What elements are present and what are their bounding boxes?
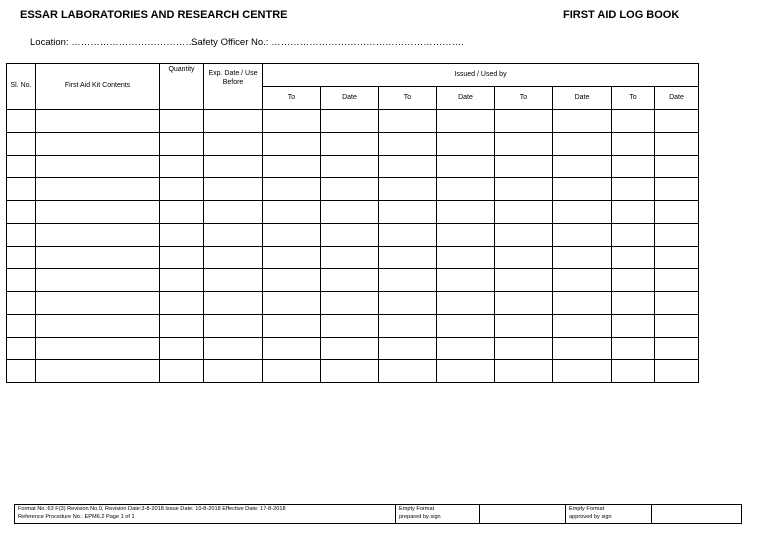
approved-by-sign-cell[interactable] (652, 505, 742, 524)
footer-format-info (15, 505, 396, 524)
log-row (7, 132, 699, 155)
log-cell[interactable] (495, 337, 553, 360)
log-cell[interactable] (7, 178, 36, 201)
log-row (7, 314, 699, 337)
log-cell[interactable] (437, 178, 495, 201)
log-cell[interactable] (437, 246, 495, 269)
log-table-body (7, 110, 699, 383)
log-cell[interactable] (7, 314, 36, 337)
log-cell[interactable] (379, 337, 437, 360)
log-cell[interactable] (36, 132, 160, 155)
log-cell[interactable] (321, 178, 379, 201)
log-cell[interactable] (36, 155, 160, 178)
subheader-to: To (379, 87, 437, 110)
log-cell[interactable] (204, 246, 263, 269)
header-issued-used-by: Issued / Used by (263, 64, 699, 87)
log-row (7, 337, 699, 360)
prepared-by-label (396, 505, 480, 524)
log-cell[interactable] (321, 110, 379, 133)
log-cell[interactable] (321, 201, 379, 224)
log-cell[interactable] (7, 269, 36, 292)
log-cell[interactable] (204, 223, 263, 246)
log-cell[interactable] (379, 178, 437, 201)
log-cell[interactable] (437, 201, 495, 224)
log-row (7, 110, 699, 133)
log-cell[interactable] (204, 155, 263, 178)
log-cell[interactable] (612, 132, 655, 155)
log-cell[interactable] (379, 223, 437, 246)
log-cell[interactable] (612, 246, 655, 269)
log-cell[interactable] (7, 223, 36, 246)
log-cell[interactable] (495, 246, 553, 269)
log-cell[interactable] (553, 292, 612, 315)
log-cell[interactable] (553, 337, 612, 360)
header-exp-date: Exp. Date / Use Before (204, 64, 263, 110)
log-cell[interactable] (655, 246, 699, 269)
log-row (7, 178, 699, 201)
log-cell[interactable] (36, 360, 160, 383)
log-cell[interactable] (160, 246, 204, 269)
log-cell[interactable] (553, 155, 612, 178)
log-cell[interactable] (553, 223, 612, 246)
footer-table (14, 504, 742, 524)
log-cell[interactable] (612, 201, 655, 224)
log-cell[interactable] (495, 132, 553, 155)
log-cell[interactable] (612, 292, 655, 315)
log-cell[interactable] (36, 337, 160, 360)
log-cell[interactable] (379, 246, 437, 269)
log-cell[interactable] (160, 292, 204, 315)
log-cell[interactable] (36, 314, 160, 337)
log-row (7, 292, 699, 315)
log-cell[interactable] (495, 110, 553, 133)
log-cell[interactable] (263, 201, 321, 224)
log-cell[interactable] (204, 201, 263, 224)
log-cell[interactable] (7, 155, 36, 178)
subheader-to: To (495, 87, 553, 110)
log-cell[interactable] (7, 110, 36, 133)
log-cell[interactable] (204, 178, 263, 201)
log-cell[interactable] (612, 269, 655, 292)
log-cell[interactable] (160, 314, 204, 337)
log-cell[interactable] (495, 223, 553, 246)
log-cell[interactable] (7, 246, 36, 269)
log-cell[interactable] (655, 132, 699, 155)
log-cell[interactable] (553, 178, 612, 201)
organization-name: ESSAR LABORATORIES AND RESEARCH CENTRE (20, 9, 288, 21)
log-cell[interactable] (263, 360, 321, 383)
approved-by-label (566, 505, 652, 524)
log-cell[interactable] (7, 337, 36, 360)
log-cell[interactable] (437, 132, 495, 155)
prepared-by-sign-cell[interactable] (480, 505, 566, 524)
log-cell[interactable] (160, 360, 204, 383)
log-row (7, 201, 699, 224)
location-field: Location: …………………………………. (30, 37, 198, 48)
log-cell[interactable] (437, 223, 495, 246)
log-cell[interactable] (437, 360, 495, 383)
first-aid-log-table (6, 63, 699, 383)
log-cell[interactable] (321, 314, 379, 337)
log-cell[interactable] (379, 360, 437, 383)
log-cell[interactable] (655, 178, 699, 201)
log-cell[interactable] (612, 178, 655, 201)
reference-line: Reference Procedure No.: EPM6.2 Page 1 of 1 (18, 513, 135, 520)
log-cell[interactable] (36, 223, 160, 246)
log-cell[interactable] (655, 201, 699, 224)
log-cell[interactable] (160, 269, 204, 292)
log-cell[interactable] (655, 110, 699, 133)
log-cell[interactable] (379, 314, 437, 337)
log-cell[interactable] (160, 201, 204, 224)
log-cell[interactable] (553, 314, 612, 337)
log-cell[interactable] (321, 246, 379, 269)
log-row (7, 246, 699, 269)
log-cell[interactable] (437, 314, 495, 337)
subheader-date: Date (321, 87, 379, 110)
log-cell[interactable] (553, 360, 612, 383)
log-cell[interactable] (655, 292, 699, 315)
log-cell[interactable] (379, 132, 437, 155)
log-cell[interactable] (655, 360, 699, 383)
log-cell[interactable] (160, 223, 204, 246)
log-cell[interactable] (263, 178, 321, 201)
log-cell[interactable] (553, 132, 612, 155)
log-cell[interactable] (263, 110, 321, 133)
log-cell[interactable] (160, 110, 204, 133)
log-cell[interactable] (160, 155, 204, 178)
log-cell[interactable] (553, 201, 612, 224)
log-cell[interactable] (36, 201, 160, 224)
header-kit-contents: First Aid Kit Contents (36, 64, 160, 110)
log-cell[interactable] (655, 337, 699, 360)
log-cell[interactable] (263, 269, 321, 292)
subheader-to: To (612, 87, 655, 110)
log-cell[interactable] (36, 178, 160, 201)
log-cell[interactable] (612, 314, 655, 337)
log-cell[interactable] (160, 337, 204, 360)
log-cell[interactable] (263, 132, 321, 155)
subheader-date: Date (437, 87, 495, 110)
log-cell[interactable] (36, 110, 160, 133)
log-cell[interactable] (612, 337, 655, 360)
log-cell[interactable] (612, 155, 655, 178)
log-cell[interactable] (204, 269, 263, 292)
log-cell[interactable] (437, 269, 495, 292)
log-cell[interactable] (655, 155, 699, 178)
safety-officer-field: Safety Officer No.: ……………………………………………………. (191, 37, 464, 48)
log-cell[interactable] (263, 292, 321, 315)
log-cell[interactable] (321, 337, 379, 360)
log-cell[interactable] (553, 246, 612, 269)
log-cell[interactable] (655, 223, 699, 246)
log-cell[interactable] (36, 269, 160, 292)
log-cell[interactable] (263, 314, 321, 337)
log-cell[interactable] (160, 132, 204, 155)
log-cell[interactable] (437, 292, 495, 315)
log-cell[interactable] (36, 246, 160, 269)
prepared-line-1: Empty Format (399, 506, 435, 512)
log-cell[interactable] (204, 292, 263, 315)
header-sl-no: Sl. No. (7, 64, 36, 110)
log-cell[interactable] (437, 110, 495, 133)
log-cell[interactable] (321, 223, 379, 246)
log-cell[interactable] (263, 337, 321, 360)
log-cell[interactable] (321, 269, 379, 292)
log-cell[interactable] (204, 314, 263, 337)
log-cell[interactable] (495, 314, 553, 337)
subheader-date: Date (655, 87, 699, 110)
log-cell[interactable] (553, 110, 612, 133)
log-cell[interactable] (204, 132, 263, 155)
log-cell[interactable] (36, 292, 160, 315)
log-cell[interactable] (437, 155, 495, 178)
log-cell[interactable] (655, 269, 699, 292)
log-cell[interactable] (612, 223, 655, 246)
log-cell[interactable] (7, 292, 36, 315)
log-cell[interactable] (553, 269, 612, 292)
log-cell[interactable] (204, 337, 263, 360)
log-row (7, 155, 699, 178)
document-title: FIRST AID LOG BOOK (563, 9, 680, 21)
log-cell[interactable] (379, 155, 437, 178)
log-cell[interactable] (321, 360, 379, 383)
log-cell[interactable] (321, 155, 379, 178)
log-cell[interactable] (263, 246, 321, 269)
log-row (7, 223, 699, 246)
log-cell[interactable] (379, 269, 437, 292)
log-cell[interactable] (379, 110, 437, 133)
subheader-to: To (263, 87, 321, 110)
log-cell[interactable] (160, 178, 204, 201)
log-cell[interactable] (495, 269, 553, 292)
log-cell[interactable] (263, 155, 321, 178)
log-cell[interactable] (495, 155, 553, 178)
log-cell[interactable] (655, 314, 699, 337)
log-cell[interactable] (7, 360, 36, 383)
log-cell[interactable] (437, 337, 495, 360)
log-cell[interactable] (204, 360, 263, 383)
log-cell[interactable] (612, 360, 655, 383)
log-cell[interactable] (7, 201, 36, 224)
log-cell[interactable] (495, 360, 553, 383)
subheader-date: Date (553, 87, 612, 110)
log-cell[interactable] (263, 223, 321, 246)
approved-line-1: Empty Format (569, 506, 605, 512)
log-row (7, 269, 699, 292)
log-cell[interactable] (321, 132, 379, 155)
log-cell[interactable] (612, 110, 655, 133)
format-line: Format No.:63 F(3) Revision No.0, Revision Date:3-8-2018 Issue Date: 10-8-2018 Effective Date: 17-8-2018 (18, 506, 286, 512)
log-cell[interactable] (495, 201, 553, 224)
prepared-line-2: prepared by sign (399, 513, 441, 520)
log-row (7, 360, 699, 383)
log-cell[interactable] (495, 178, 553, 201)
header-quantity: Quantity (160, 64, 204, 110)
log-cell[interactable] (321, 292, 379, 315)
log-cell[interactable] (204, 110, 263, 133)
log-cell[interactable] (7, 132, 36, 155)
approved-line-2: approved by sign (569, 513, 612, 520)
log-cell[interactable] (379, 201, 437, 224)
log-cell[interactable] (379, 292, 437, 315)
log-cell[interactable] (495, 292, 553, 315)
